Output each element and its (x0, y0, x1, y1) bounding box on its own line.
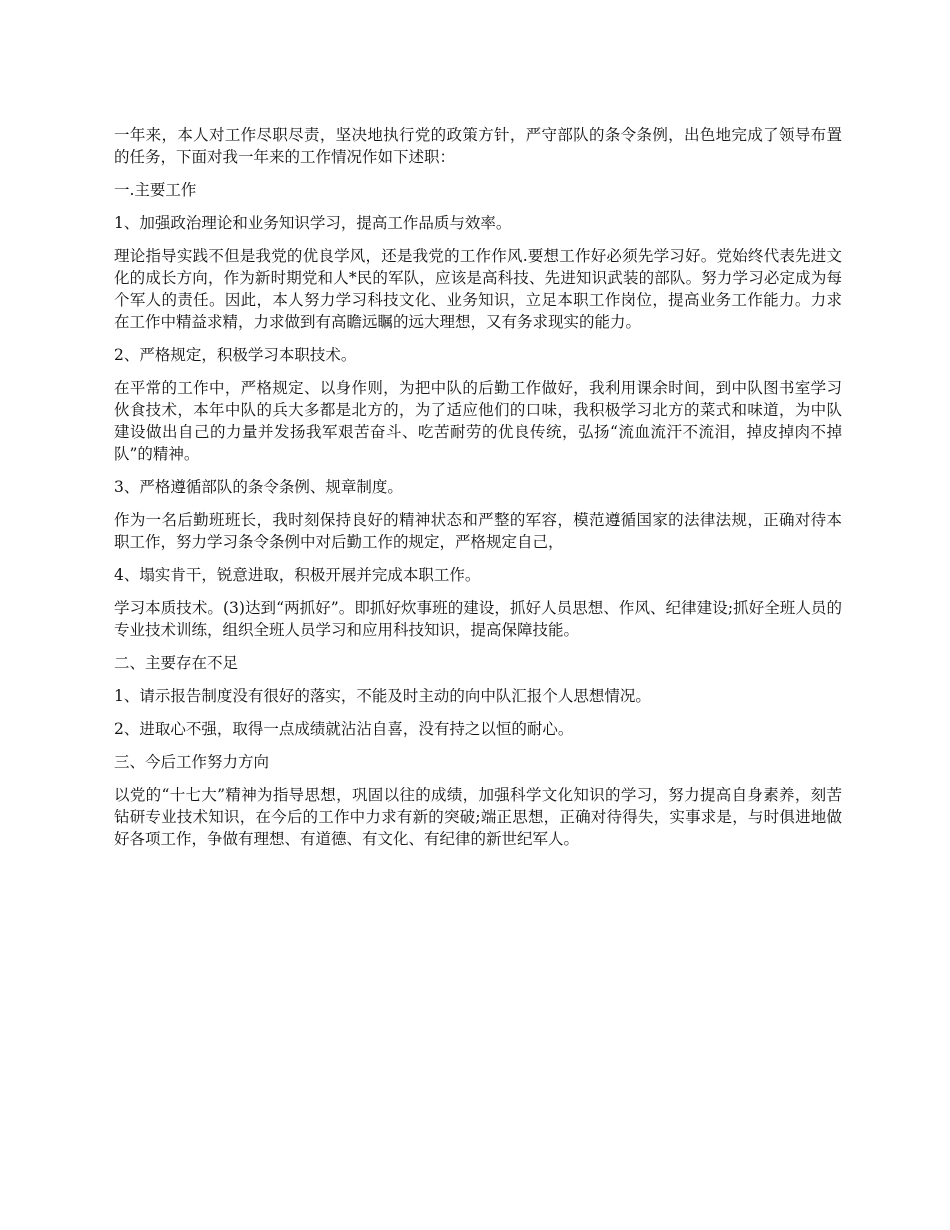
document-body (114, 124, 842, 861)
section-heading-future-direction: 三、今后工作努力方向 (114, 753, 270, 771)
section-heading-main-work: 一.主要工作 (114, 181, 197, 199)
item-heading-1: 1、加强政治理论和业务知识学习，提高工作品质与效率。 (114, 214, 512, 232)
item-paragraph-2: 在平常的工作中，严格规定、以身作则，为把中队的后勤工作做好，我利用课余时间，到中队图书室学习伙食技术，本年中队的兵大多都是北方的，为了适应他们的口味，我积极学习北方的菜式和味道，为中队建设做出自己的力量并发扬我军艰苦奋斗、吃苦耐劳的优良传统，弘扬“流血流汗不流泪，掉皮掉肉不掉队”的精神。 (114, 379, 842, 463)
item-heading-2: 2、严格规定，积极学习本职技术。 (114, 346, 357, 364)
item-paragraph-1: 理论指导实践不但是我党的优良学风，还是我党的工作作风.要想工作好必须先学习好。党始终代表先进文化的成长方向，作为新时期党和人*民的军队，应该是高科技、先进知识武装的部队。努力学习必定成为每个军人的责任。因此，本人努力学习科技文化、业务知识，立足本职工作岗位，提高业务工作能力。力求在工作中精益求精，力求做到有高瞻远瞩的远大理想，又有务求现实的能力。 (114, 247, 842, 331)
shortcoming-item-1: 1、请示报告制度没有很好的落实，不能及时主动的向中队汇报个人思想情况。 (114, 687, 651, 705)
item-paragraph-3: 作为一名后勤班班长，我时刻保持良好的精神状态和严整的军容，模范遵循国家的法律法规，正确对待本职工作，努力学习条令条例中对后勤工作的规定，严格规定自己， (114, 511, 842, 551)
section-heading-shortcomings: 二、主要存在不足 (114, 654, 239, 672)
item-heading-3: 3、严格遵循部队的条令条例、规章制度。 (114, 478, 403, 496)
future-direction-paragraph: 以党的“十七大”精神为指导思想，巩固以往的成绩，加强科学文化知识的学习，努力提高自身素养，刻苦钻研专业技术知识，在今后的工作中力求有新的突破;端正思想，正确对待得失，实事求是，与时俱进地做好各项工作，争做有理想、有道德、有文化、有纪律的新世纪军人。 (114, 786, 842, 848)
item-heading-4: 4、塌实肯干，锐意进取，积极开展并完成本职工作。 (114, 566, 481, 584)
intro-paragraph: 一年来，本人对工作尽职尽责，坚决地执行党的政策方针，严守部队的条令条例，出色地完成了领导布置的任务，下面对我一年来的工作情况作如下述职： (114, 126, 842, 166)
shortcoming-item-2: 2、进取心不强，取得一点成绩就沾沾自喜，没有持之以恒的耐心。 (114, 720, 574, 738)
item-paragraph-4: 学习本质技术。(3)达到“两抓好”。即抓好炊事班的建设，抓好人员思想、作风、纪律建设;抓好全班人员的专业技术训练，组织全班人员学习和应用科技知识，提高保障技能。 (114, 599, 842, 639)
